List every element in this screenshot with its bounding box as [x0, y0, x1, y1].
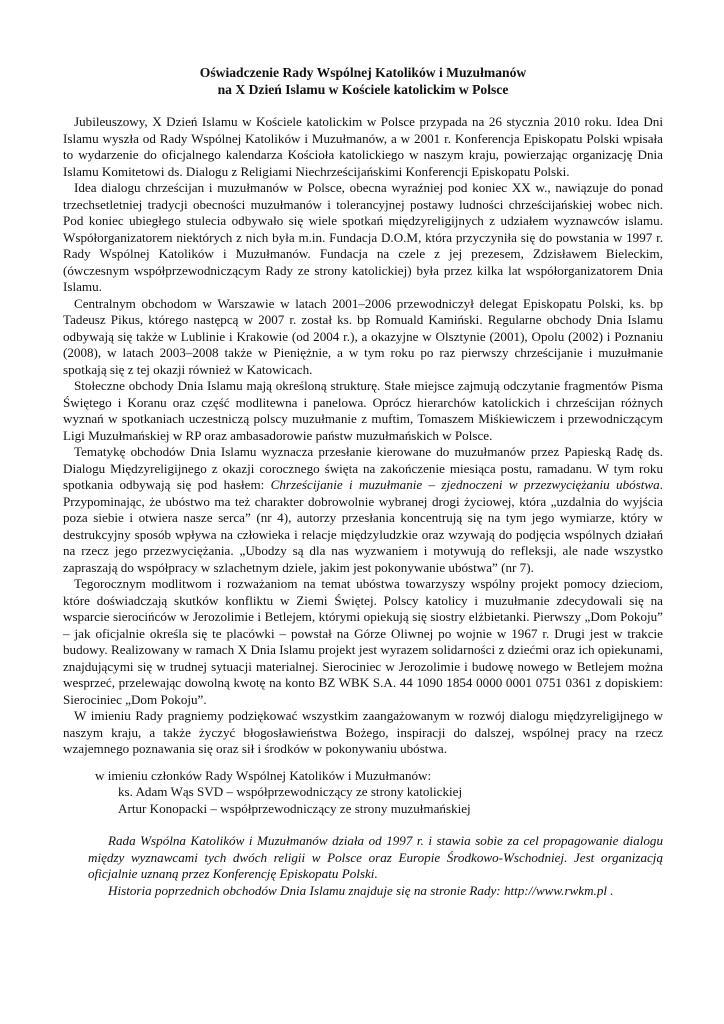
- title-line-1: Oświadczenie Rady Wspólnej Katolików i Muzułmanów: [199, 65, 527, 80]
- theme-text-before: Tematykę obchodów Dnia Islamu wyznacza przesłanie kierowane do muzułmanów przez Papieską Radę ds. Dialogu Międzyreligijnego z okazji corocznego święta na zakończenie miesiąca postu, ramadanu. W tym roku spotkania odbywają się pod hasłem:: [63, 444, 663, 492]
- paragraph-jubilee: Jubileuszowy, X Dzień Islamu w Kościele katolickim w Polsce przypada na 26 stycznia 2010 roku. Idea Dni Islamu wyszła od Rady Wspólnej Katolików i Muzułmanów, a w 2001 r. Konferencja Episkopatu Polski wpisała to wydarzenie do oficjalnego kalendarza Kościoła katolickiego w naszym kraju, powierzając organizację Dnia Islamu Komitetowi ds. Dialogu z Religiami Niechrześcijańskimi Konferencji Episkopatu Polski.: [63, 114, 663, 179]
- title-line-2: na X Dzień Islamu w Kościele katolickim w Polsce: [217, 82, 509, 97]
- paragraph-dialogue-history: Idea dialogu chrześcijan i muzułmanów w Polsce, obecna wyraźniej pod koniec XX w., nawiązuje do ponad trzechsetletniej tradycji obecności muzułmanów i tolerancyjnej postawy ludności chrześcijańskiej wobec nich. Pod koniec ubiegłego stulecia odbywało się wiele spotkań międzyreligijnych z udziałem wyznawców islamu. Współorganizatorem niektórych z nich była m.in. Fundacja D.O.M, która przyczyniła się do powstania w 1997 r. Rady Wspólnej Katolików i Muzułmanów. Fundacja na czele z jej prezesem, Zdzisławem Bieleckim, (ówczesnym współprzewodniczącym Rady ze strony katolickiej) była przez kilka lat współorganizatorem Dnia Islamu.: [63, 180, 663, 294]
- paragraph-warsaw-structure: Stołeczne obchody Dnia Islamu mają określoną strukturę. Stałe miejsce zajmują odczytanie fragmentów Pisma Świętego i Koranu oraz część modlitewna i panelowa. Oprócz hierarchów katolickich i chrześcijan różnych wyznań w spotkaniach uczestniczą polscy muzułmanie z muftim, Tomaszem Miśkiewiczem i przewodniczącym Ligi Muzułmańskiej w RP oraz ambasadorowie państw muzułmańskich w Polsce.: [63, 378, 663, 443]
- signer-catholic: ks. Adam Wąs SVD – współprzewodniczący ze strony katolickiej: [118, 784, 463, 799]
- paragraph-central-celebrations: Centralnym obchodom w Warszawie w latach 2001–2006 przewodniczył delegat Episkopatu Polski, ks. bp Tadeusz Pikus, którego następcą w 2007 r. został ks. bp Romuald Kamiński. Regularne obchody Dnia Islamu odbywają się także w Lublinie i Krakowie (od 2004 r.), a okazyjne w Olsztynie (2001), Opolu (2002) i Poznaniu (2008), w latach 2003–2008 także w Pieniężnie, a w tym roku po raz pierwszy chrześcijanie i muzułmanie spotkają się z tej okazji również w Katowicach.: [63, 295, 663, 377]
- theme-text-after: . Przypominając, że ubóstwo ma też charakter dobrowolnie wybranej drogi życiowej, która „uzdalnia do wyjścia poza siebie i otwiera nasze serca” (nr 4), autorzy przesłania koncentrują się na tym jego wymiarze, który w destrukcyjny sposób wpływa na człowieka i relacje międzyludzkie oraz wzywają do podjęcia wspólnych działań na rzecz jego przezwyciężania. „Ubodzy są dla nas wyzwaniem i motywują do refleksji, ale nade wszystko zapraszają do współpracy w szlachetnym dziele, jakim jest pokonywanie ubóstwa” (nr 7).: [63, 477, 663, 575]
- document-title: [63, 64, 663, 98]
- signature-intro: w imieniu członków Rady Wspólnej Katolików i Muzułmanów:: [95, 767, 432, 783]
- footnote-council: Rada Wspólna Katolików i Muzułmanów działa od 1997 r. i stawia sobie za cel propagowanie dialogu między wyznawcami tych dwóch religii w Polsce oraz Europie Środkowo-Wschodniej. Jest organizacją oficjalnie uznaną przez Konferencję Episkopatu Polski.: [88, 833, 663, 881]
- signer-muslim: Artur Konopacki – współprzewodniczący ze strony muzułmańskiej: [118, 800, 471, 816]
- paragraph-theme: [63, 444, 663, 576]
- signature-block: [63, 768, 663, 818]
- document-page: [63, 64, 663, 899]
- theme-motto: Chrześcijanie i muzułmanie – zjednoczeni w przezwyciężaniu ubóstwa: [270, 477, 660, 492]
- paragraph-thanks: W imieniu Rady pragniemy podziękować wszystkim zaangażowanym w rozwój dialogu międzyreligijnego w naszym kraju, a także życzyć błogosławieństwa Bożego, inspiracji do dalszej, wspólnej pracy na rzecz wzajemnego poznawania się oraz sił i środków w pokonywaniu ubóstwa.: [63, 708, 663, 756]
- paragraph-orphanage-project: Tegorocznym modlitwom i rozważaniom na temat ubóstwa towarzyszy wspólny projekt pomocy dzieciom, które doświadczają skutków konfliktu w Ziemi Świętej. Polscy katolicy i muzułmanie zdecydowali się na wsparcie sierocińców w Jerozolimie i Betlejem, którymi opiekują się siostry elżbietanki. Pierwszy „Dom Pokoju” – jak oficjalnie określa się te placówki – powstał na Górze Oliwnej po wojnie w 1967 r. Drugi jest w trakcie budowy. Realizowany w ramach X Dnia Islamu projekt jest wyrazem solidarności z dziećmi oraz ich opiekunami, znajdującymi się w trudnej sytuacji materialnej. Sierociniec w Jerozolimie i budowę nowego w Betlejem można wesprzeć, przelewając dowolną kwotę na konto BZ WBK S.A. 44 1090 1854 0000 0001 0751 0361 z dopiskiem: Sierociniec „Dom Pokoju”.: [63, 576, 663, 707]
- footnote-history: Historia poprzednich obchodów Dnia Islamu znajduje się na stronie Rady: http://www.rwkm.pl .: [108, 882, 614, 898]
